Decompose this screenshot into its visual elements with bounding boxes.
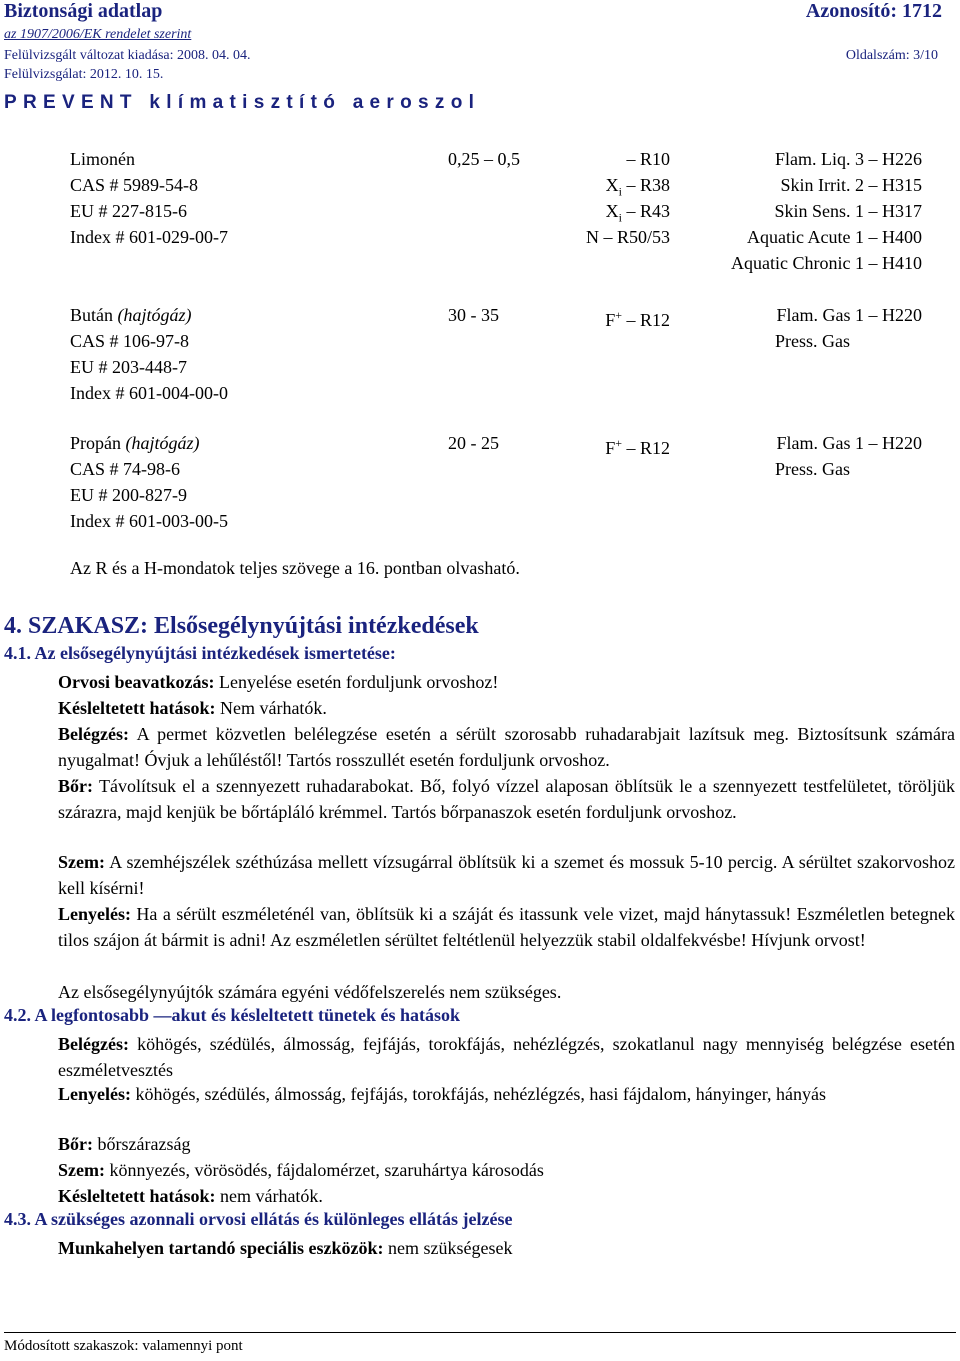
review-date: Felülvizsgálat: 2012. 10. 15. xyxy=(4,67,164,82)
footer-note: Módosított szakaszok: valamennyi pont xyxy=(4,1338,243,1354)
h-statement: Skin Irrit. 2 – H315 xyxy=(780,175,922,195)
section-title: 4. SZAKASZ: Elsősegélynyújtási intézkedések xyxy=(4,613,479,639)
footer-divider xyxy=(4,1332,956,1333)
paragraph-protection: Az elsősegélynyújtók számára egyéni védőfelszerelés nem szükséges. xyxy=(58,982,562,1002)
ingredient-eu: EU # 200-827-9 xyxy=(70,485,187,505)
ingredient-name: Propán (hajtógáz) xyxy=(70,433,200,453)
ingredient-index: Index # 601-029-00-7 xyxy=(70,227,228,247)
ingredient-cas: CAS # 74-98-6 xyxy=(70,459,181,479)
r-phrase: N – R50/53 xyxy=(585,227,670,247)
h-statement: Flam. Gas 1 – H220 xyxy=(776,305,922,325)
subsection-4-2-title: 4.2. A legfontosabb —akut és késleltetett tünetek és hatások xyxy=(4,1005,461,1025)
symptoms-skin: Bőr: bőrszárazság xyxy=(58,1134,191,1154)
ingredient-name: Bután (hajtógáz) xyxy=(70,305,192,325)
r-phrase: $X_i - R43$ xyxy=(605,201,670,225)
subsection-4-3-title: 4.3. A szükséges azonnali orvosi ellátás és különleges ellátás jelzése xyxy=(4,1209,513,1229)
ingredient-cas: CAS # 106-97-8 xyxy=(70,331,190,351)
symptoms-delayed: Késleltetett hatások: nem várhatók. xyxy=(58,1186,323,1206)
h-statement: Aquatic Acute 1 – H400 xyxy=(747,227,922,247)
workplace-equipment: Munkahelyen tartandó speciális eszközök: nem szükségesek xyxy=(58,1238,513,1258)
paragraph-ingestion: Lenyelés: Ha a sérült eszméleténél van, öblítsük ki a száját és itassunk vele vizet, majd hánytassuk! Eszméletlen betegnek tilos szájon át bármit is adni! Az eszméletlen sérültet feltétlenül helyezzük stabil oldalfekvésbe! Hívjunk orvost! xyxy=(58,904,955,950)
ingredient-index: Index # 601-004-00-0 xyxy=(70,383,228,403)
ingredient-name: Limonén xyxy=(70,149,135,169)
regulation-reference: az 1907/2006/EK rendelet szerint xyxy=(4,27,192,42)
h-statement: Flam. Gas 1 – H220 xyxy=(776,433,922,453)
h-statement: Flam. Liq. 3 – H226 xyxy=(775,149,922,169)
r-phrase: – R10 xyxy=(626,149,670,169)
r-phrase: $X_i - R38$ xyxy=(605,175,670,199)
document-id: Azonosító: 1712 xyxy=(805,0,942,22)
h-statement: Press. Gas xyxy=(775,459,850,479)
r-phrase: F+ – R12 xyxy=(605,436,670,458)
ingredient-concentration: 30 - 35 xyxy=(448,305,499,325)
revision-date: Felülvizsgált változat kiadása: 2008. 04. 04. xyxy=(4,48,251,63)
h-statement: Skin Sens. 1 – H317 xyxy=(774,201,922,221)
ingredient-index: Index # 601-003-00-5 xyxy=(70,511,228,531)
symptoms-inhalation: Belégzés: köhögés, szédülés, álmosság, fejfájás, torokfájás, nehézlégzés, szokatlanul nagy mennyiség belégzése esetén eszméletvesztés xyxy=(58,1034,955,1080)
ingredient-concentration: 20 - 25 xyxy=(448,433,499,453)
product-name: PREVENT klímatisztító aeroszol xyxy=(4,92,481,113)
ingredient-eu: EU # 203-448-7 xyxy=(70,357,187,377)
document-title: Biztonsági adatlap xyxy=(4,0,163,22)
paragraph-medical: Orvosi beavatkozás: Lenyelése esetén forduljunk orvoshoz! xyxy=(58,672,499,692)
phrases-note: Az R és a H-mondatok teljes szövege a 16. pontban olvasható. xyxy=(70,558,520,578)
ingredient-cas: CAS # 5989-54-8 xyxy=(70,175,199,195)
h-statement: Press. Gas xyxy=(775,331,850,351)
r-phrase: F+ – R12 xyxy=(605,308,670,330)
page-number: Oldalszám: 3/10 xyxy=(845,48,938,63)
h-statement: Aquatic Chronic 1 – H410 xyxy=(731,253,922,273)
paragraph-eyes: Szem: A szemhéjszélek széthúzása mellett vízsugárral öblítsük ki a szemet és mossuk 5-10 percig. A sérültet szakorvoshoz kell kísérni! xyxy=(58,852,955,898)
paragraph-skin: Bőr: Távolítsuk el a szennyezett ruhadarabokat. Bő, folyó vízzel alaposan öblítsük le a szennyezett testfelületet, töröljük szárazra, majd kenjük be bőrtápláló krémmel. Tartós bőrpanaszok esetén forduljunk orvoshoz. xyxy=(58,776,955,822)
paragraph-delayed-effects: Késleltetett hatások: Nem várhatók. xyxy=(58,698,327,718)
ingredient-eu: EU # 227-815-6 xyxy=(70,201,187,221)
symptoms-ingestion: Lenyelés: köhögés, szédülés, álmosság, fejfájás, torokfájás, nehézlégzés, hasi fájdalom, hányinger, hányás xyxy=(58,1084,827,1104)
ingredient-concentration: 0,25 – 0,5 xyxy=(448,149,520,169)
paragraph-inhalation: Belégzés: A permet közvetlen belélegzése esetén a sérült szorosabb ruhadarabjait lazítsuk meg. Biztosítsunk számára nyugalmat! Óvjuk a lehűléstől! Tartós rosszullét esetén forduljunk orvoshoz. xyxy=(58,724,955,770)
symptoms-eyes: Szem: könnyezés, vörösödés, fájdalomérzet, szaruhártya károsodás xyxy=(58,1160,544,1180)
subsection-4-1-title: 4.1. Az elsősegélynyújtási intézkedések ismertetése: xyxy=(4,643,396,663)
